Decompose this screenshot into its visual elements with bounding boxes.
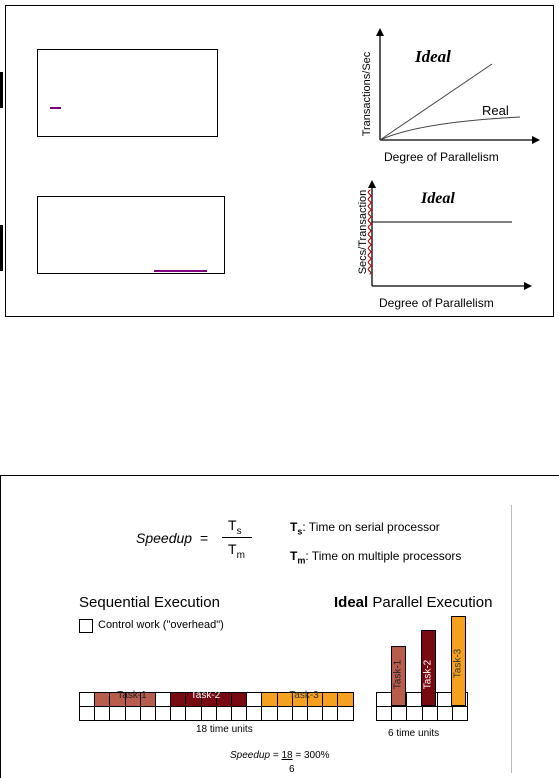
sequential-time-cell: [155, 706, 171, 721]
chart2-x-label: Degree of Parallelism: [379, 296, 494, 310]
sequential-time-cell: [79, 706, 95, 721]
formula-numerator-sub: s: [236, 525, 242, 537]
sequential-title: Sequential Execution: [79, 594, 220, 611]
ts-definition: [290, 520, 440, 536]
speedup-result: [230, 750, 330, 761]
chart2-y-arrow: [368, 180, 376, 188]
bottom-panel-divider: [511, 505, 512, 773]
formula-fraction-bar: [222, 537, 252, 538]
speedup-word: Speedup: [136, 530, 193, 546]
speedup-result-word: Speedup: [230, 750, 271, 761]
sequential-time-cell: [109, 706, 125, 721]
chart1-x-arrow: [532, 136, 540, 144]
sequential-time-cell: [125, 706, 141, 721]
parallel-title: [334, 594, 492, 611]
tm-symbol: T: [290, 549, 298, 563]
chart1-y-arrow: [376, 28, 384, 36]
speedup-result-numerator: 18: [281, 750, 293, 761]
sequential-task-2-label: Task-2: [190, 690, 221, 701]
chart1-y-label: Transactions/Sec: [361, 51, 373, 137]
sequential-task-1-label: Task-1: [117, 690, 147, 701]
sequential-time-cell: [185, 706, 201, 721]
parallel-time-cell: [422, 706, 438, 721]
parallel-units-label: 6 time units: [388, 728, 440, 739]
chart1-ideal-line: [380, 64, 492, 140]
sequential-time-cell: [307, 706, 323, 721]
sequential-time-cell: [337, 706, 353, 721]
ts-sub: s: [297, 526, 303, 537]
sequential-time-cell: [170, 706, 186, 721]
sequential-units-label: 18 time units: [196, 724, 253, 735]
sequential-time-cell: [140, 706, 156, 721]
speedup-result-eq1: =: [270, 750, 282, 761]
formula-denominator-symbol: T: [228, 541, 237, 557]
sequential-time-cell: [216, 706, 232, 721]
tm-definition: [290, 549, 461, 565]
parallel-task-2-label: Task-2: [422, 659, 434, 690]
chart2-y-label: Secs/Transaction: [357, 189, 369, 275]
parallel-time-cell: [452, 706, 468, 721]
sequential-time-cell: [246, 706, 262, 721]
sequential-time-cell: [322, 706, 338, 721]
ts-symbol: T: [290, 520, 298, 534]
sequential-time-cell: [231, 706, 247, 721]
tm-sub: m: [297, 555, 306, 566]
parallel-title-bold: Ideal: [334, 594, 369, 611]
speedup-result-denominator: 6: [289, 764, 295, 775]
chart1-x-label: Degree of Parallelism: [384, 150, 499, 164]
parallel-time-cell: [437, 706, 453, 721]
tm-desc: : Time on multiple processors: [305, 549, 462, 563]
speedup-result-eq2: = 300%: [292, 750, 330, 761]
speedup-formula-lhs: [136, 530, 208, 546]
sequential-time-cell: [277, 706, 293, 721]
speedup-equals: =: [199, 530, 209, 546]
sequential-time-cell: [94, 706, 110, 721]
formula-numerator-symbol: T: [228, 517, 237, 533]
parallel-time-cell: [406, 706, 422, 721]
parallel-time-cell: [376, 692, 392, 707]
overhead-legend-label: Control work ("overhead"): [98, 619, 224, 631]
chart2-ideal-label: Ideal: [421, 190, 455, 207]
ts-desc: : Time on serial processor: [302, 520, 440, 534]
sequential-time-cell: [292, 706, 308, 721]
chart1-ideal-label: Ideal: [415, 47, 451, 66]
sequential-time-cell: [79, 692, 95, 707]
chart1-real-curve: [380, 117, 520, 140]
parallel-title-rest: Parallel Execution: [368, 594, 493, 611]
parallel-time-cell: [376, 706, 392, 721]
sequential-time-cell: [201, 706, 217, 721]
chart1-real-label: Real: [482, 103, 509, 118]
parallel-task-1-label: Task-1: [392, 659, 404, 690]
overhead-legend-box: [79, 619, 93, 633]
formula-denominator-sub: m: [236, 549, 245, 561]
sequential-task-3-label: Task-3: [289, 690, 319, 701]
parallel-task-3-label: Task-3: [452, 648, 464, 679]
formula-numerator: [228, 517, 242, 537]
chart2-x-arrow: [524, 282, 532, 290]
formula-denominator: [228, 541, 245, 561]
sequential-time-cell: [261, 706, 277, 721]
parallel-time-cell: [391, 706, 407, 721]
